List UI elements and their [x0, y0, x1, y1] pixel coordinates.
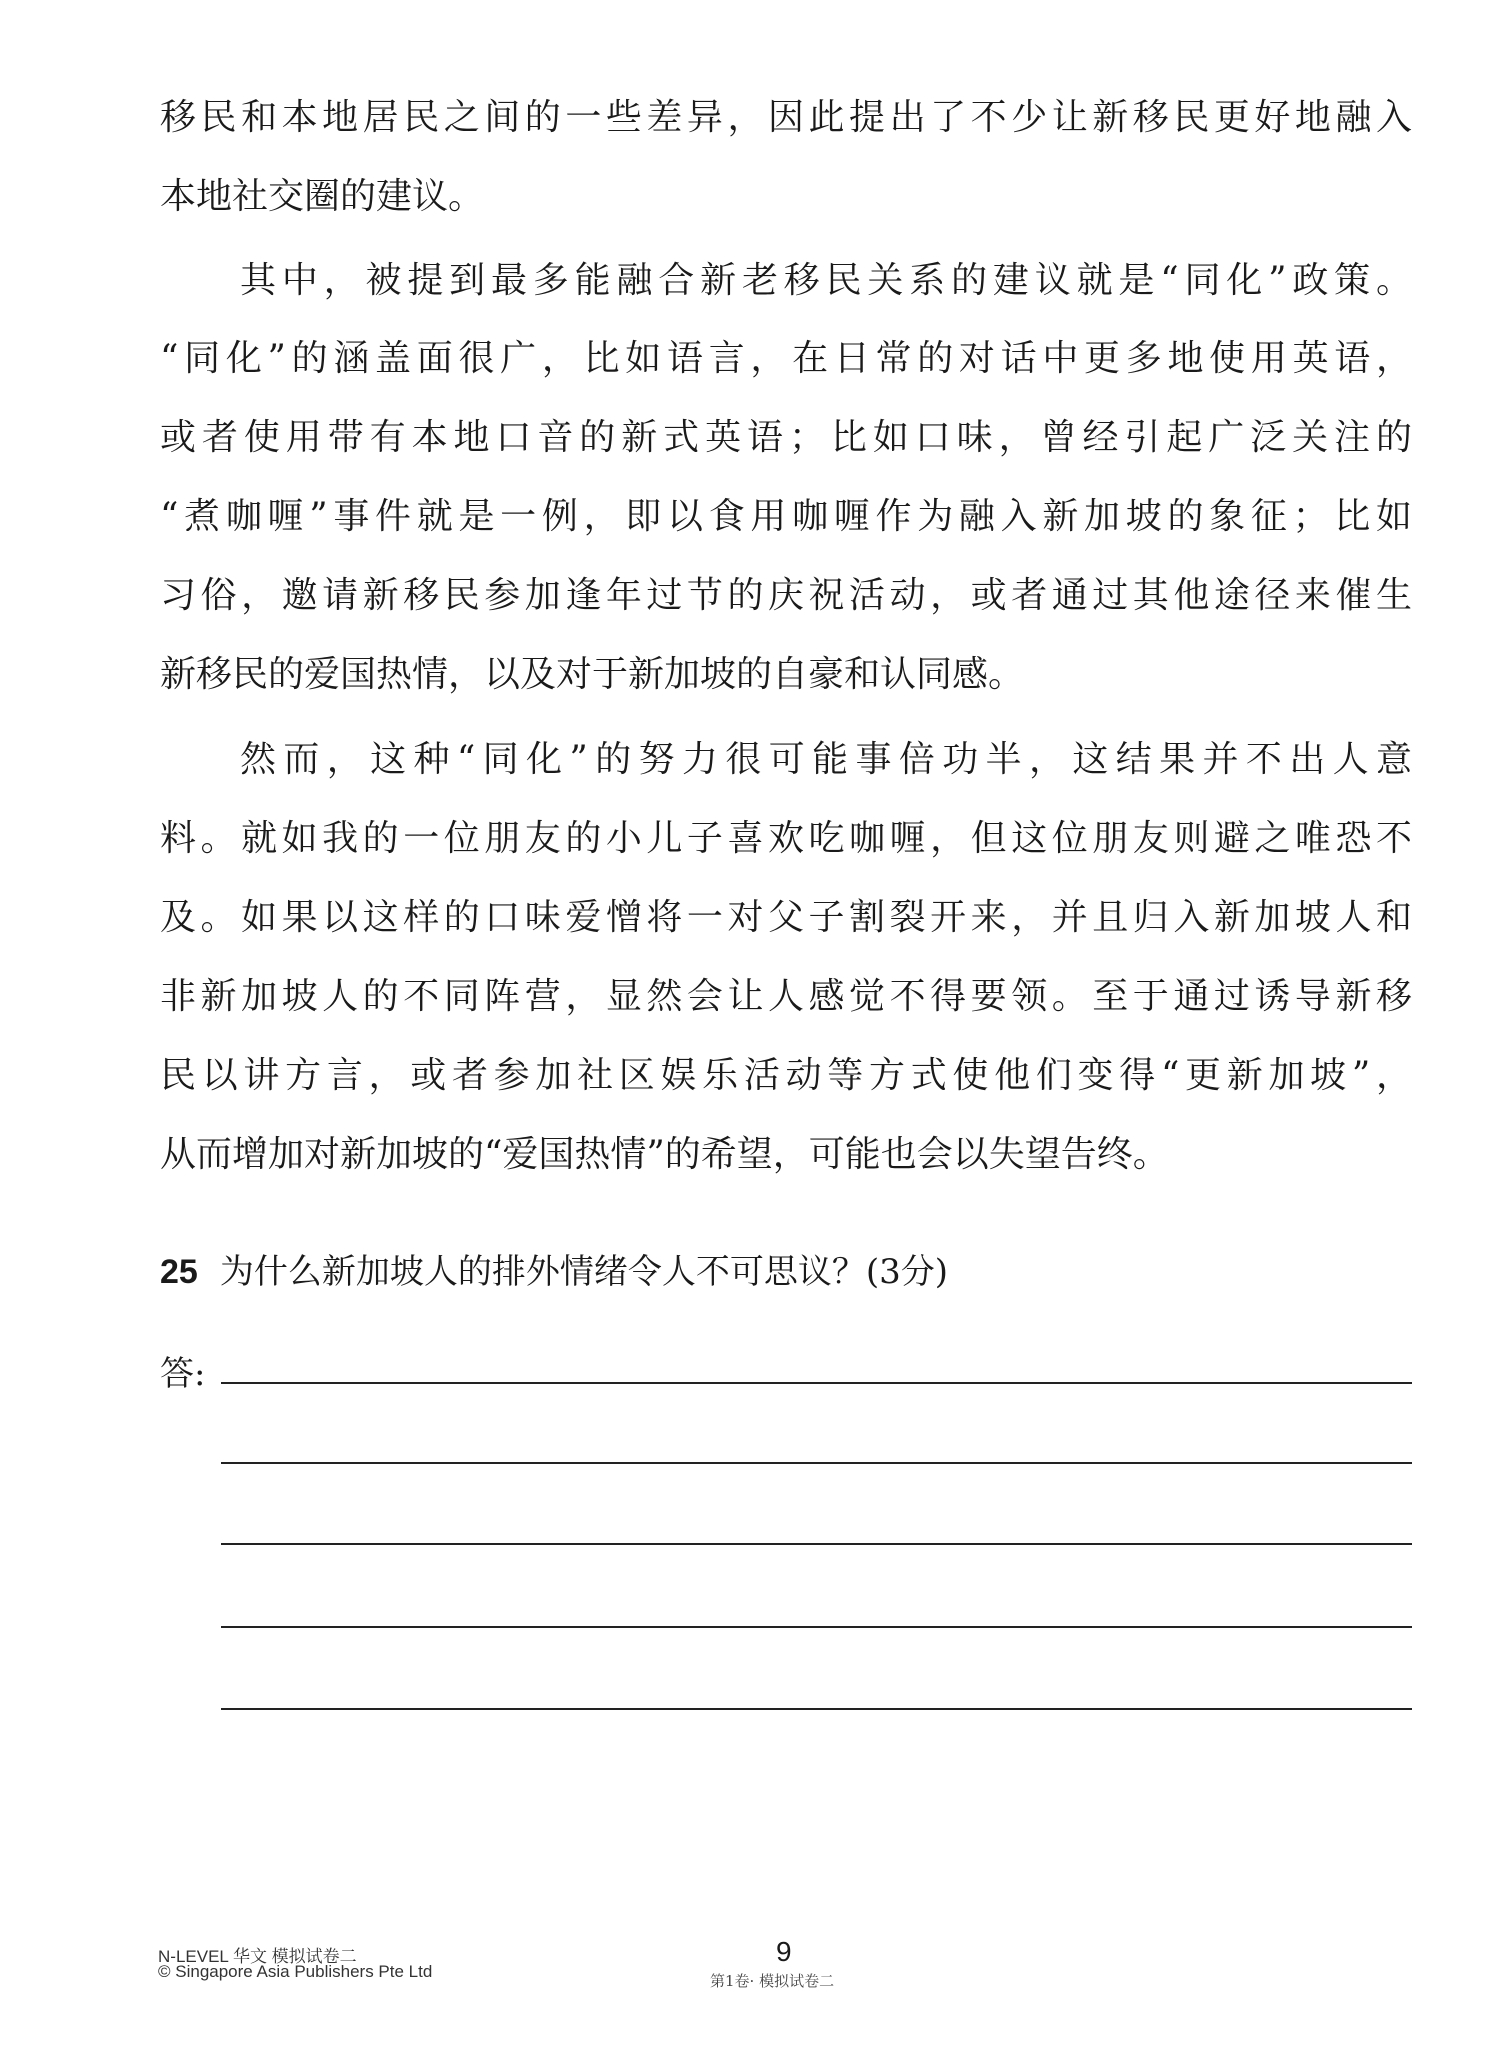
passage-line: 从而增加对新加坡的“爱国热情”的希望，可能也会以失望告终。	[160, 1134, 1169, 1175]
answer-line[interactable]	[221, 1382, 1412, 1384]
question	[160, 1248, 948, 1296]
passage-line: 移民和本地居民之间的一些差异，因此提出了不少让新移民更好地融入	[160, 97, 1412, 138]
footer-title: N-LEVEL 华文 模拟试卷二	[158, 1947, 357, 1966]
footer-copyright: © Singapore Asia Publishers Pte Ltd	[158, 1962, 433, 1981]
passage-line: “同化”的涵盖面很广，比如语言，在日常的对话中更多地使用英语，	[160, 338, 1412, 379]
passage-line: 民以讲方言，或者参加社区娱乐活动等方式使他们变得“更新加坡”，	[160, 1055, 1412, 1096]
passage-line: 或者使用带有本地口音的新式英语；比如口味，曾经引起广泛关注的	[160, 417, 1412, 458]
answer-line[interactable]	[221, 1543, 1412, 1545]
passage-line: 本地社交圈的建议。	[160, 176, 485, 217]
passage-line: “煮咖喱”事件就是一例，即以食用咖喱作为融入新加坡的象征；比如	[160, 496, 1412, 537]
passage-line: 非新加坡人的不同阵营，显然会让人感觉不得要领。至于通过诱导新移	[160, 976, 1412, 1017]
answer-line[interactable]	[221, 1708, 1412, 1710]
answer-label: 答:	[160, 1354, 206, 1394]
footer-subtitle: 第1卷· 模拟试卷二	[710, 1972, 835, 1990]
passage-line: 料。就如我的一位朋友的小儿子喜欢吃咖喱，但这位朋友则避之唯恐不	[160, 818, 1412, 859]
question-text: 为什么新加坡人的排外情绪令人不可思议？(3分)	[219, 1252, 948, 1292]
answer-line[interactable]	[221, 1626, 1412, 1628]
passage-line: 习俗，邀请新移民参加逢年过节的庆祝活动，或者通过其他途径来催生	[160, 575, 1412, 616]
page-number: 9	[776, 1936, 792, 1967]
passage-line: 及。如果以这样的口味爱憎将一对父子割裂开来，并且归入新加坡人和	[160, 897, 1412, 938]
answer-line[interactable]	[221, 1462, 1412, 1464]
passage-line: 新移民的爱国热情，以及对于新加坡的自豪和认同感。	[160, 654, 1025, 695]
passage-line: 其中，被提到最多能融合新老移民关系的建议就是“同化”政策。	[240, 260, 1412, 301]
question-number: 25	[160, 1253, 198, 1291]
passage-line: 然而，这种“同化”的努力很可能事倍功半，这结果并不出人意	[240, 739, 1412, 780]
